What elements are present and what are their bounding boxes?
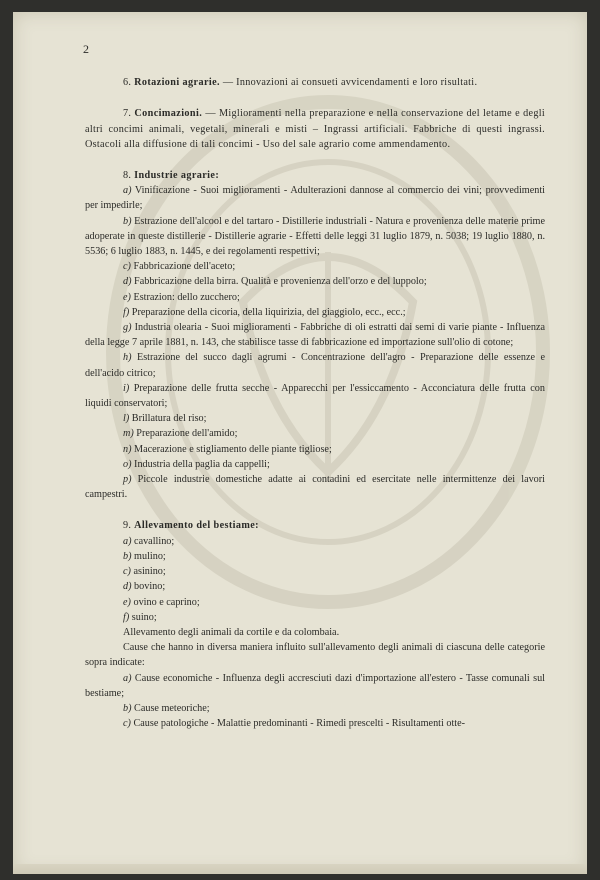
section-7-title: Concimazioni. (134, 108, 203, 120)
list-item: g) Industria olearia - Suoi miglioramenti - Fabbriche di oli estratti dai semi di varie piante - Influenza della legge 7 aprile 1881, n. 143, che stabilisce tasse di fabbricazione ed importazione sull'olio di cotone; (85, 322, 545, 349)
list-item: l) Brillatura del riso; (123, 413, 207, 425)
section-6 (85, 75, 545, 90)
page-number: 2 (83, 42, 89, 56)
section-9-list (85, 534, 545, 732)
list-item: a) cavallino; (123, 535, 175, 547)
list-item: o) Industria della paglia da cappelli; (123, 458, 270, 470)
list-item: e) Estrazion: dello zucchero; (123, 291, 240, 303)
list-item: a) Cause economiche - Influenza degli accresciuti dazi d'importazione all'estero - Tasse comunali sul bestiame; (85, 672, 545, 699)
list-item: p) Piccole industrie domestiche adatte ai contadini ed esercitate nelle intermittenze dei lavori campestri. (85, 474, 545, 501)
list-item: b) Estrazione dell'alcool e del tartaro - Distillerie industriali - Natura e provenienza delle materie prime adoperate in queste distillerie - Distillerie agrarie - Effetti delle leggi 31 luglio 1879, n. 5038; 19 luglio 1880, n. 5536; 6 luglio 1883, n. 1445, e dei regolamenti respettivi; (85, 215, 545, 258)
section-7-text: — Miglioramenti nella preparazione e nella conservazione del letame e degli altri concimi animali, vegetali, minerali e misti – Ingrassi artificiali. Fabbriche di questi ingrassi. Ostacoli alla diffusione di tali concimi - Uso del sale agrario come ammendamento. (85, 108, 545, 150)
list-item: b) Cause meteoriche; (123, 702, 210, 714)
list-item: a) Vinificazione - Suoi miglioramenti - Adulterazioni dannose al commercio dei vini; provvedimenti per impedirle; (85, 185, 545, 212)
section-7-number: 7. (123, 108, 132, 120)
list-item: f) Preparazione della cicoria, della liquirizia, del giaggiolo, ecc., ecc.; (123, 306, 406, 318)
section-8-list (85, 183, 545, 502)
list-item: c) asinino; (123, 566, 166, 578)
section-6-text: — Innovazioni ai consueti avvicendamenti e loro risultati. (219, 77, 478, 89)
list-item: n) Macerazione e stigliamento delle piante tigliose; (123, 443, 332, 455)
section-6-title: Rotazioni agrarie. (134, 77, 220, 89)
list-item: h) Estrazione del succo dagli agrumi - Concentrazione dell'agro - Preparazione delle essenze e dell'acido citrico; (85, 352, 545, 379)
cause-paragraph: Cause che hanno in diversa maniera influito sull'allevamento degli animali di ciascuna delle categorie sopra indicate: (85, 642, 545, 669)
document-body (85, 42, 545, 731)
section-8-title: Industrie agrarie: (134, 170, 220, 182)
list-item: i) Preparazione delle frutta secche - Apparecchi per l'essiccamento - Acconciatura delle frutta con liquidi conservatori; (85, 382, 545, 410)
cortile-paragraph: Allevamento degli animali da cortile e da colombaia. (123, 626, 340, 638)
section-8-number: 8. (123, 170, 132, 182)
section-7 (85, 106, 545, 152)
section-9-title: Allevamento del bestiame: (134, 520, 259, 532)
list-item: m) Preparazione dell'amido; (123, 428, 238, 440)
section-9-number: 9. (123, 520, 132, 532)
section-9-heading (85, 518, 545, 533)
section-8-heading (85, 168, 545, 183)
list-item: c) Fabbricazione dell'aceto; (123, 261, 236, 273)
list-item: d) bovino; (123, 581, 166, 593)
list-item: b) mulino; (123, 550, 166, 562)
list-item: e) ovino e caprino; (123, 596, 200, 608)
page-bottom-edge (13, 864, 587, 874)
list-item: d) Fabbricazione della birra. Qualità e provenienza dell'orzo e del luppolo; (123, 276, 427, 288)
list-item: f) suino; (123, 611, 157, 623)
list-item: c) Cause patologiche - Malattie predominanti - Rimedi prescelti - Risultamenti otte- (123, 718, 466, 730)
section-6-number: 6. (123, 77, 132, 89)
